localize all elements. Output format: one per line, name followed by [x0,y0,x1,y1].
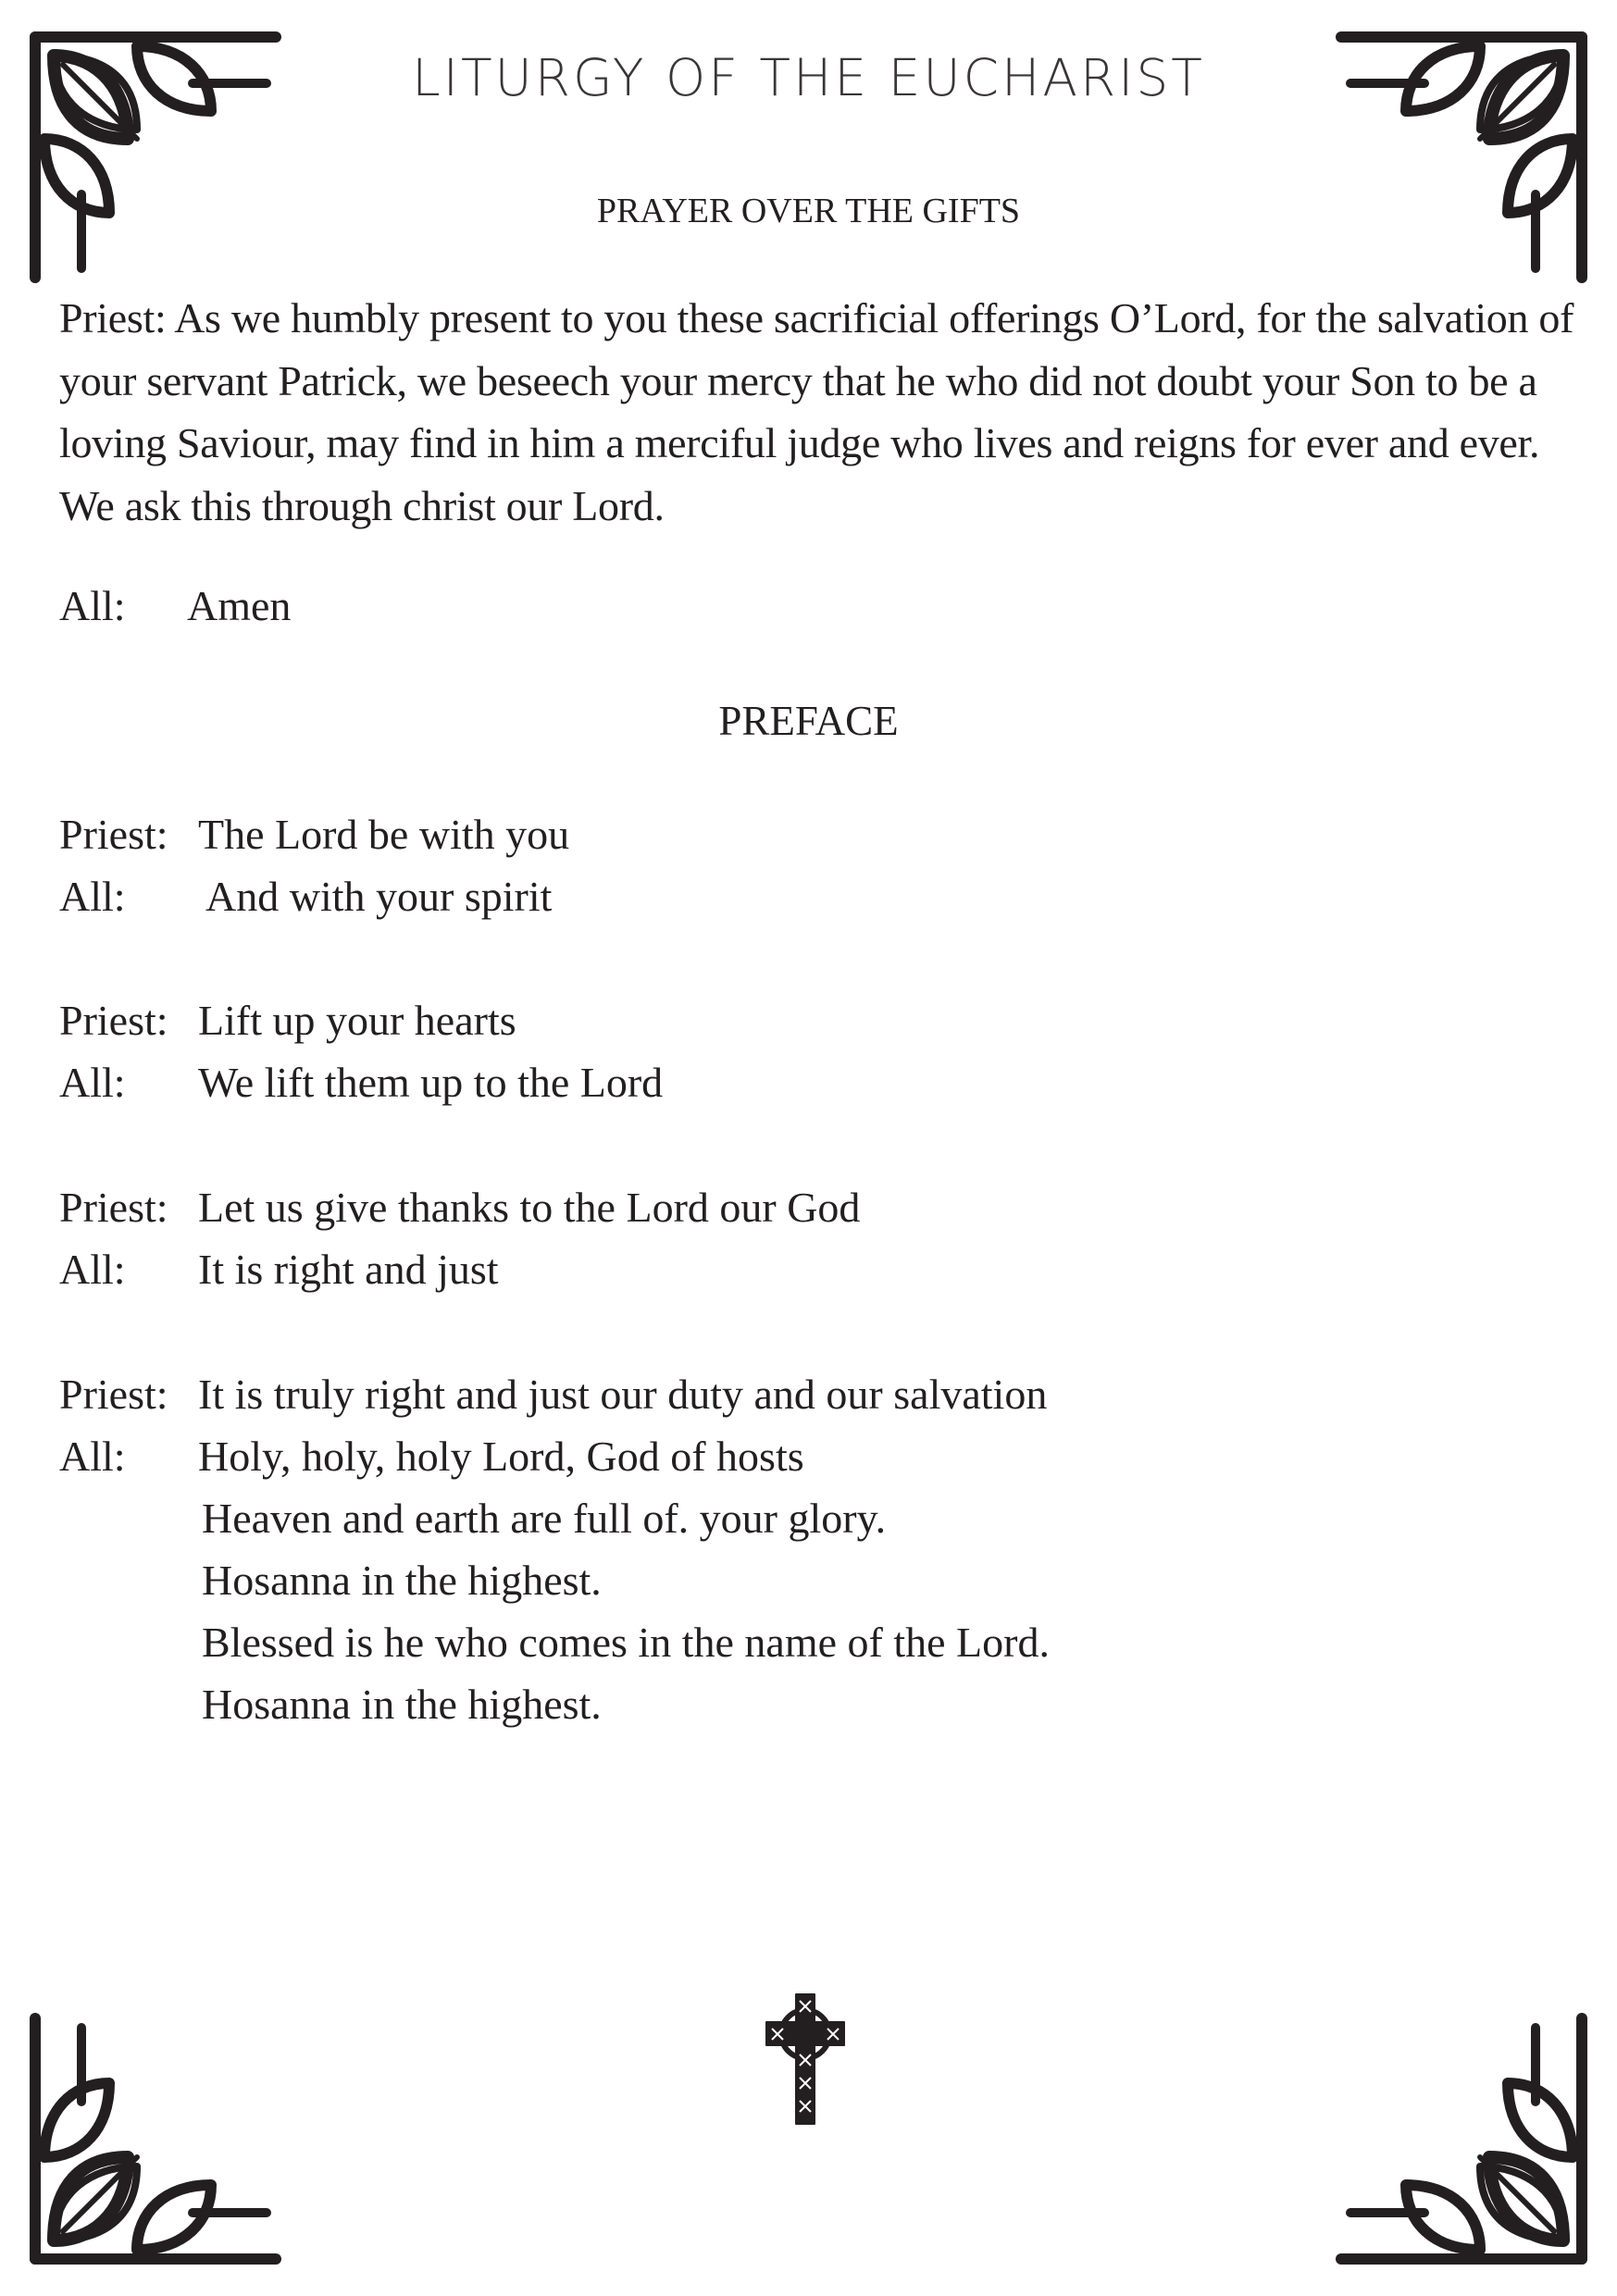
priest-line [59,1186,860,1229]
all-line [59,1061,663,1104]
sanctus-line: Hosanna in the highest. [202,1681,602,1728]
priest-line [59,999,516,1042]
all-role-label: All: [59,1433,126,1480]
all-response-text: Amen [187,582,292,629]
priest-role-label: Priest: [59,1371,168,1418]
all-line [59,875,552,918]
priest-line [59,1373,1047,1416]
all-line-text: We lift them up to the Lord [198,1059,664,1106]
all-role-label: All: [59,1059,126,1106]
priest-role-label: Priest: [59,1184,168,1231]
all-line-text: And with your spirit [205,873,553,920]
priest-role-label: Priest: [59,811,168,858]
all-line [59,1248,499,1291]
priest-line-text: Let us give thanks to the Lord our God [198,1184,861,1231]
prayer-over-gifts-text [59,287,1577,537]
priest-line-text: The Lord be with you [198,811,570,858]
sanctus-line: Hosanna in the highest. [202,1557,602,1604]
celtic-cross-icon [759,1990,852,2128]
all-role-label: All: [59,873,126,920]
preface-heading: PREFACE [718,698,899,744]
all-line-text: Holy, holy, holy Lord, God of hosts [198,1433,804,1480]
page-title: LITURGY OF THE EUCHARIST [412,48,1205,107]
celtic-knot-corner-bottom-right-icon [1313,1991,1591,2268]
sanctus-line: Heaven and earth are full of. your glory. [202,1495,887,1542]
all-role-label: All: [59,582,126,629]
all-response-amen [59,582,292,629]
priest-role-label: Priest: [59,294,167,341]
priest-line [59,813,569,856]
priest-prayer-text: As we humbly present to you these sacrificial offerings O’Lord, for the salvation of your servant Patrick, we beseech your mercy that he who did not doubt your Son to be a loving Saviour, may find in him a merciful judge who lives and reigns for ever and ever. We ask this through christ our Lord. [59,294,1574,529]
prayer-over-gifts-heading: PRAYER OVER THE GIFTS [596,192,1021,230]
priest-line-text: It is truly right and just our duty and our salvation [198,1371,1048,1418]
priest-line-text: Lift up your hearts [198,997,516,1044]
celtic-knot-corner-bottom-left-icon [26,1991,304,2268]
sanctus-line: Blessed is he who comes in the name of the Lord. [202,1619,1050,1666]
priest-role-label: Priest: [59,997,168,1044]
all-role-label: All: [59,1246,126,1293]
all-line-text: It is right and just [198,1246,499,1293]
all-line [59,1435,804,1478]
